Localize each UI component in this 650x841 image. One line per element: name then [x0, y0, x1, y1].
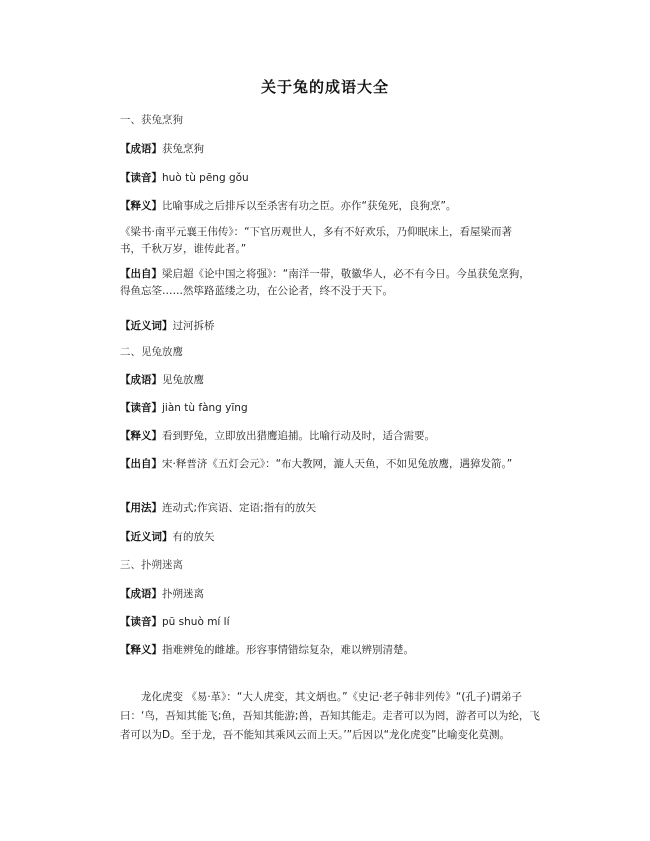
entry-tag: 【用法】 [120, 502, 162, 514]
entry-line [120, 529, 540, 546]
entry-text: pū shuò mí lí [162, 616, 230, 628]
entry-text: 宋·释普济《五灯会元》：“布大教网，漉人天鱼，不如见兔放鹰，遇獐发箭。” [162, 458, 513, 470]
entry-line [120, 266, 530, 300]
entry-tag: 【近义词】 [120, 320, 173, 332]
entry-line [120, 400, 540, 417]
entry-tag: 【出自】 [120, 268, 162, 280]
entry-text: 过河拆桥 [172, 320, 215, 332]
entry-tag: 【释义】 [120, 200, 162, 212]
entry-tag: 【读音】 [120, 616, 162, 628]
entry-line [120, 141, 540, 158]
section-heading: 一、获兔烹狗 [120, 114, 183, 126]
entry-text: 见兔放鹰 [162, 374, 204, 386]
entry-tag: 【近义词】 [120, 531, 173, 543]
entry-text: 指难辨兔的雌雄。形容事情错综复杂，难以辨别清楚。 [162, 644, 414, 656]
entry-text: jiàn tù fàng yīng [162, 402, 248, 414]
entry-text: 扑朔迷离 [162, 588, 204, 600]
entry-line [120, 500, 540, 517]
entry-tag: 【出自】 [120, 458, 162, 470]
entry-tag: 【成语】 [120, 143, 162, 155]
entry-line [120, 586, 540, 603]
section-heading: 三、扑朔迷离 [120, 559, 183, 571]
entry-text: 看到野兔，立即放出猎鹰追捕。比喻行动及时，适合需要。 [162, 430, 435, 442]
entry-tag: 【成语】 [120, 588, 162, 600]
entry-tag: 【释义】 [120, 644, 162, 656]
section-heading: 二、见兔放鹰 [120, 346, 183, 358]
entry-line [120, 170, 540, 187]
entry-text: 梁启超《论中国之将强》：“南洋一带，敬徽华人，必不有今日。今虽获兔烹狗，得鱼忘筌……然筚路蓝缕之功，在公论者，终不没于天下。 [120, 268, 530, 297]
entry-line [120, 614, 540, 631]
entry-line [120, 318, 540, 335]
entry-text: 比喻事成之后排斥以至杀害有功之臣。亦作“获兔死，良狗烹”。 [162, 200, 457, 212]
entry-text: huò tù pēng gǒu [162, 172, 249, 184]
entry-line [120, 428, 540, 445]
entry-line [120, 224, 530, 258]
entry-tag: 【读音】 [120, 172, 162, 184]
entry-text: 《梁书·南平元襄王伟传》：“下官历观世人，多有不好欢乐，乃仰眠床上，看屋梁而著书，千秋万岁，谁传此者。” [120, 226, 513, 255]
closing-paragraph: 龙化虎变 《易·革》：“大人虎变，其文炳也。”《史记·老子韩非列传》“(孔子)谓弟子曰：‘鸟，吾知其能飞;鱼，吾知其能游;兽，吾知其能走。走者可以为罔，游者可以为纶，飞者可以为D。至于龙，吾不能知其乘风云而上天。’”后因以“龙化虎变”比喻变化莫测。 [120, 691, 540, 741]
entry-tag: 【释义】 [120, 430, 162, 442]
entry-text: 连动式;作宾语、定语;指有的放矢 [162, 502, 317, 514]
entry-line [120, 372, 540, 389]
page-title: 关于兔的成语大全 [260, 78, 389, 96]
entry-text: 有的放矢 [172, 531, 215, 543]
entry-line [120, 456, 530, 473]
entry-line [120, 198, 540, 215]
entry-tag: 【成语】 [120, 374, 162, 386]
entry-text: 获兔烹狗 [162, 143, 204, 155]
entry-line [120, 642, 540, 659]
entry-tag: 【读音】 [120, 402, 162, 414]
